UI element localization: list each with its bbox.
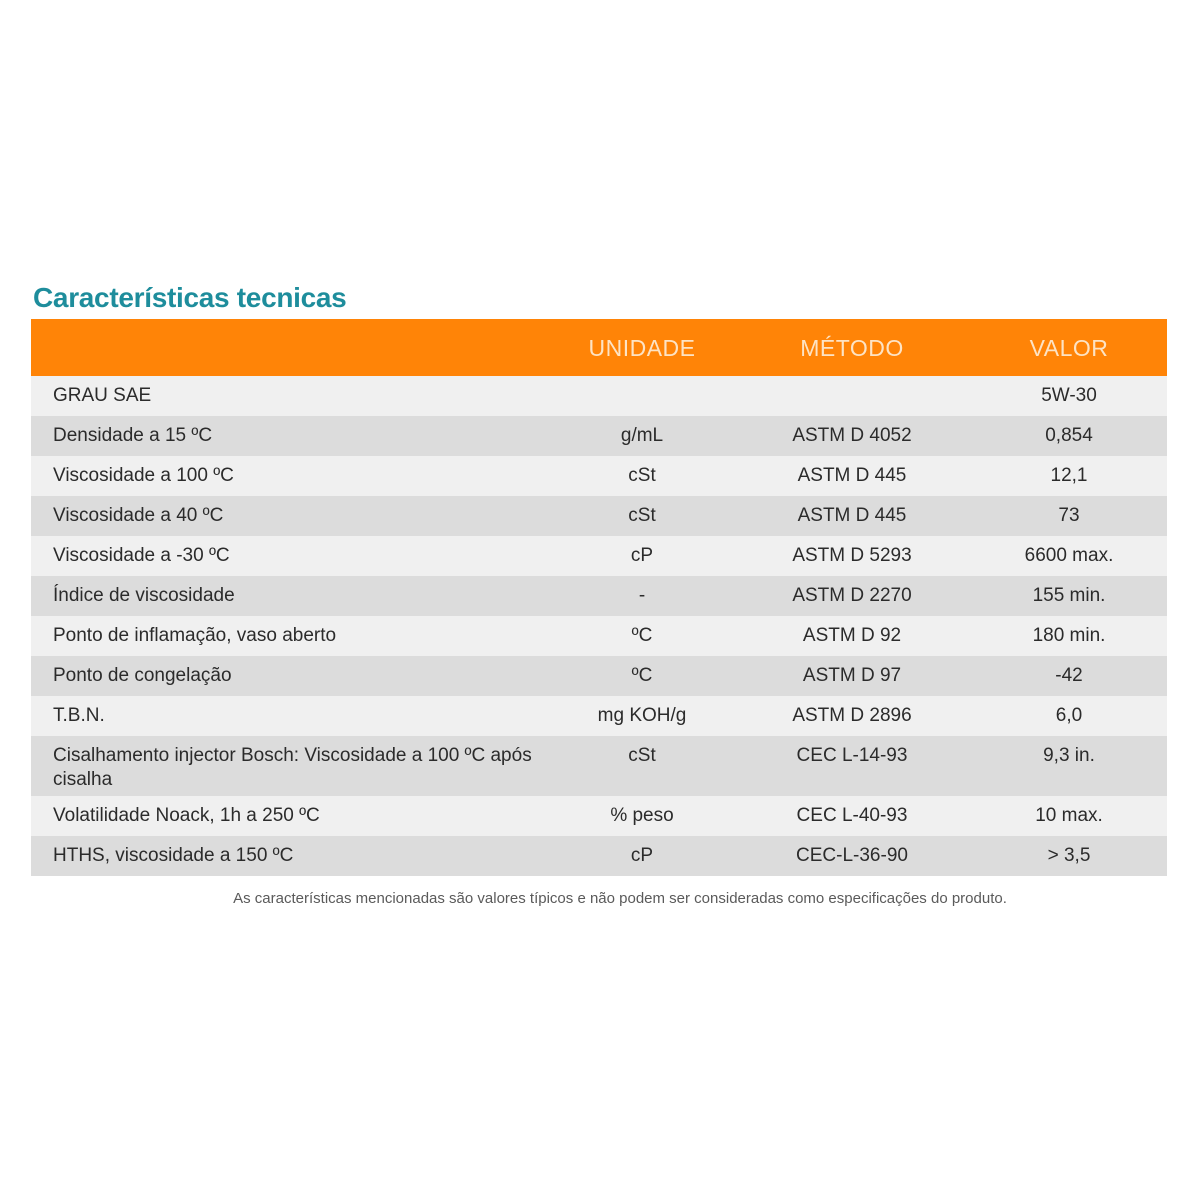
footnote: As características mencionadas são valores típicos e não podem ser consideradas como especificações do produto. bbox=[233, 890, 1007, 907]
cell-value: 9,3 in. bbox=[1043, 745, 1095, 766]
cell-unit: cSt bbox=[628, 465, 656, 486]
cell-unit: cSt bbox=[628, 505, 656, 526]
cell-property: GRAU SAE bbox=[53, 385, 152, 406]
cell-value: 6,0 bbox=[1055, 705, 1083, 726]
cell-property: HTHS, viscosidade a 150 ºC bbox=[53, 845, 294, 866]
table-row bbox=[31, 496, 1167, 536]
cell-method: ASTM D 92 bbox=[802, 625, 902, 646]
header-unit: UNIDADE bbox=[588, 334, 696, 361]
cell-unit: mg KOH/g bbox=[597, 705, 687, 726]
table-row bbox=[31, 836, 1167, 876]
specs-table bbox=[31, 319, 1167, 876]
cell-property: Viscosidade a 40 ºC bbox=[53, 505, 224, 526]
cell-unit: % peso bbox=[610, 805, 674, 826]
cell-value: 12,1 bbox=[1050, 465, 1088, 486]
cell-value: 0,854 bbox=[1045, 425, 1093, 446]
cell-unit: cP bbox=[630, 845, 654, 866]
cell-value: > 3,5 bbox=[1047, 845, 1091, 866]
cell-method: ASTM D 2270 bbox=[792, 585, 912, 606]
table-row bbox=[31, 656, 1167, 696]
cell-unit: ºC bbox=[631, 665, 653, 686]
table-row bbox=[31, 376, 1167, 416]
table-row bbox=[31, 576, 1167, 616]
cell-unit: cP bbox=[630, 545, 654, 566]
cell-property: Viscosidade a -30 ºC bbox=[53, 545, 230, 566]
cell-property: Ponto de inflamação, vaso aberto bbox=[53, 625, 337, 646]
cell-method: ASTM D 5293 bbox=[792, 545, 912, 566]
cell-method: CEC L-14-93 bbox=[796, 745, 908, 766]
cell-method: ASTM D 2896 bbox=[792, 705, 912, 726]
cell-property: T.B.N. bbox=[53, 705, 105, 726]
cell-property: Cisalhamento injector Bosch: Viscosidade a 100 ºC após cisalha bbox=[53, 745, 532, 790]
cell-method: ASTM D 97 bbox=[802, 665, 902, 686]
cell-method bbox=[733, 376, 971, 384]
table-row bbox=[31, 736, 1167, 796]
cell-property: Índice de viscosidade bbox=[53, 585, 235, 606]
cell-value: 155 min. bbox=[1032, 585, 1106, 606]
cell-property: Viscosidade a 100 ºC bbox=[53, 465, 234, 486]
cell-value: 5W-30 bbox=[1041, 385, 1097, 406]
cell-method: CEC-L-36-90 bbox=[796, 845, 908, 866]
page-title: Características tecnicas bbox=[33, 282, 347, 313]
cell-method: ASTM D 445 bbox=[797, 465, 907, 486]
header-value: VALOR bbox=[1029, 334, 1109, 361]
table-row bbox=[31, 796, 1167, 836]
cell-unit: ºC bbox=[631, 625, 653, 646]
header-method: MÉTODO bbox=[800, 334, 904, 361]
cell-value: 180 min. bbox=[1032, 625, 1106, 646]
cell-unit: - bbox=[638, 585, 646, 606]
table-row bbox=[31, 616, 1167, 656]
table-row bbox=[31, 536, 1167, 576]
cell-unit: cSt bbox=[628, 745, 656, 766]
cell-value: 73 bbox=[1058, 505, 1080, 526]
cell-property: Densidade a 15 ºC bbox=[53, 425, 213, 446]
table-header bbox=[31, 319, 1167, 376]
table-row bbox=[31, 456, 1167, 496]
cell-value: 6600 max. bbox=[1024, 545, 1114, 566]
cell-method: CEC L-40-93 bbox=[796, 805, 908, 826]
cell-value: -42 bbox=[1055, 665, 1083, 686]
cell-property: Volatilidade Noack, 1h a 250 ºC bbox=[53, 805, 320, 826]
cell-value: 10 max. bbox=[1035, 805, 1103, 826]
cell-unit: g/mL bbox=[620, 425, 664, 446]
cell-method: ASTM D 445 bbox=[797, 505, 907, 526]
table-row bbox=[31, 416, 1167, 456]
table-row bbox=[31, 696, 1167, 736]
cell-property: Ponto de congelação bbox=[53, 665, 232, 686]
cell-method: ASTM D 4052 bbox=[792, 425, 912, 446]
cell-unit bbox=[551, 376, 733, 384]
